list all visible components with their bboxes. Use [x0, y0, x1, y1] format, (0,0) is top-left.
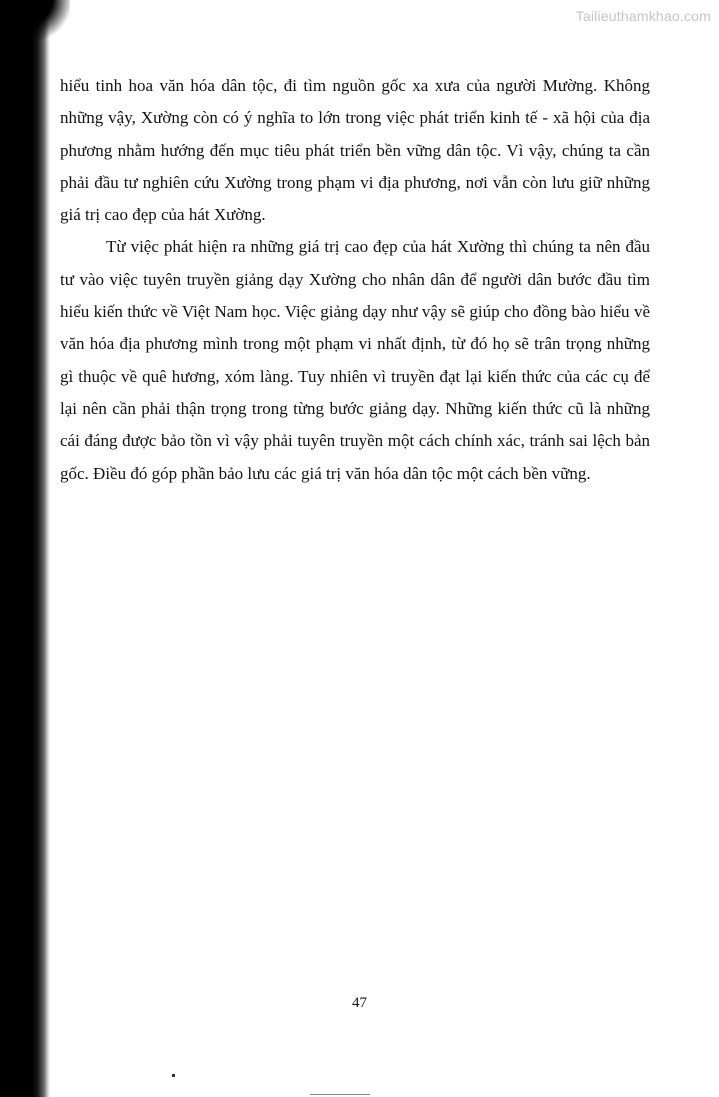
paragraph-continued: hiểu tinh hoa văn hóa dân tộc, đi tìm nguồn gốc xa xưa của người Mường. Không những vậy, Xường còn có ý nghĩa to lớn trong việc phát triển kinh tế - xã hội của địa phương nhằm hướng đến mục tiêu phát triển bền vững dân tộc. Vì vậy, chúng ta cần phải đầu tư nghiên cứu Xường trong phạm vi địa phương, nơi vẫn còn lưu giữ những giá trị cao đẹp của hát Xường. — [60, 76, 650, 225]
scan-speck — [310, 1094, 370, 1095]
scan-shadow-edge — [0, 0, 50, 1097]
paragraph: Từ việc phát hiện ra những giá trị cao đẹp của hát Xường thì chúng ta nên đầu tư vào việc tuyên truyền giảng dạy Xường cho nhân dân để người dân bước đầu tìm hiểu kiến thức về Việt Nam học. Việc giảng dạy như vậy sẽ giúp cho đồng bào hiểu về văn hóa địa phương mình trong một phạm vi nhất định, từ đó họ sẽ trân trọng những gì thuộc về quê hương, xóm làng. Tuy nhiên vì truyền đạt lại kiến thức của các cụ để lại nên cần phải thận trọng trong từng bước giảng dạy. Những kiến thức cũ là những cái đáng được bảo tồn vì vậy phải tuyên truyền một cách chính xác, tránh sai lệch bản gốc. Điều đó góp phần bảo lưu các giá trị văn hóa dân tộc một cách bền vững. — [60, 237, 650, 483]
page-body — [60, 70, 650, 490]
watermark-text: Tailieuthamkhao.com — [575, 8, 711, 24]
page-number: 47 — [352, 995, 367, 1011]
scan-shadow-corner — [30, 0, 70, 40]
scan-speck — [172, 1074, 175, 1077]
